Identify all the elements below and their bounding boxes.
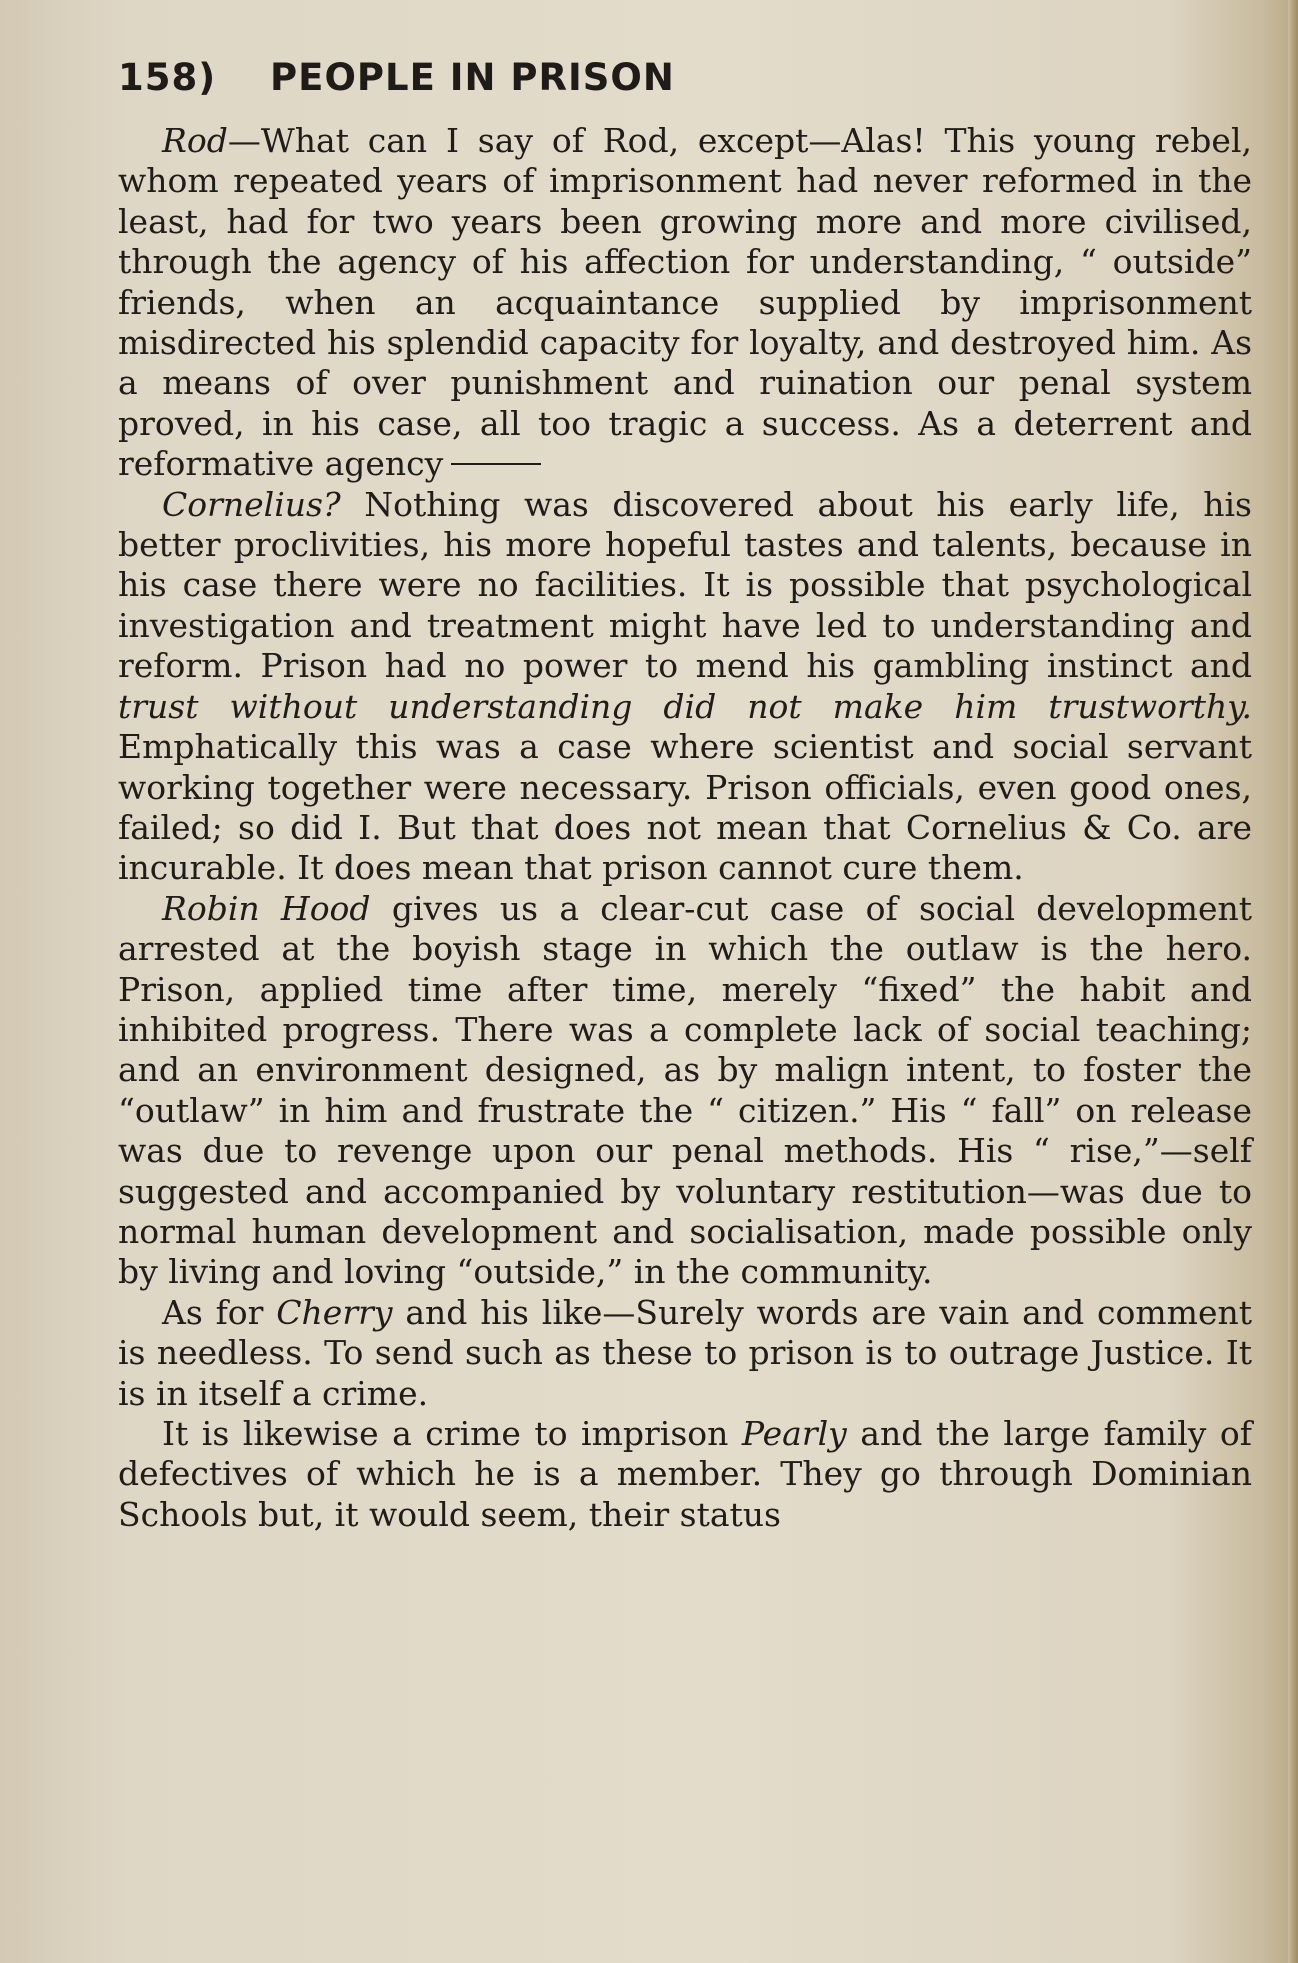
body-text <box>118 121 1252 1535</box>
paragraph-cherry-text-1: As for <box>162 1292 277 1332</box>
trailing-dash-rule <box>451 463 541 465</box>
paragraph-cornelius-text-2: Emphatically this was a case where scientist and social servant working together were necessary. Prison officials, even good ones, failed; so did I. But that does not mean that Cornelius & Co. are incurable. It does mean that prison cannot cure them. <box>118 727 1252 888</box>
case-name-cornelius: Cornelius? <box>162 484 341 524</box>
paragraph-robin-hood-text: gives us a clear-cut case of social development arrested at the boyish stage in which the outlaw is the hero. Prison, applied time after time, merely “fixed” the habit and inhibited progress. There was a complete lack of social teaching; and an environment designed, as by malign intent, to foster the “outlaw” in him and frustrate the “ citizen.” His “ fall” on release was due to revenge upon our penal methods. His “ rise,”—self suggested and accompanied by voluntary restitution—was due to normal human development and socialisation, made possible only by living and loving “outside,” in the community. <box>118 888 1252 1292</box>
page-edge <box>1288 0 1298 1963</box>
paragraph-pearly-text-2: and the large family of defectives of which he is a member. They go through Dominian Schools but, it would seem, their status <box>118 1414 1252 1534</box>
paragraph-pearly-text-1: It is likewise a crime to imprison <box>162 1414 742 1453</box>
page-header <box>118 56 1258 106</box>
paragraph-robin-hood <box>118 889 1252 1293</box>
paragraph-cherry-text-2: and his like—Surely words are vain and comment is needless. To send such as these to prison is to outrage Justice. It is in itself a crime. <box>118 1292 1252 1413</box>
case-name-cherry: Cherry <box>276 1292 393 1332</box>
case-name-rod: Rod <box>162 121 228 160</box>
paragraph-cornelius-emphasis: trust without understanding did not make him trustworthy. <box>118 686 1252 726</box>
case-name-pearly: Pearly <box>741 1414 847 1453</box>
paragraph-cornelius <box>118 485 1252 889</box>
page-number: 158) <box>118 56 217 99</box>
paragraph-rod <box>118 121 1252 485</box>
running-title: PEOPLE IN PRISON <box>270 56 675 99</box>
paragraph-pearly <box>118 1414 1252 1535</box>
case-name-robin-hood: Robin Hood <box>162 888 371 928</box>
paragraph-rod-text: —What can I say of Rod, except—Alas! This young rebel, whom repeated years of imprisonment had never reformed in the least, had for two years been growing more and more civilised, through the agency of his affection for understanding, “ outside” friends, when an acquaintance supplied by imprisonment misdirected his splendid capacity for loyalty, and destroyed him. As a means of over punishment and ruination our penal system proved, in his case, all too tragic a success. As a deterrent and reformative agency <box>118 121 1252 484</box>
paragraph-cherry <box>118 1293 1252 1414</box>
paragraph-cornelius-text-1: Nothing was discovered about his early life, his better proclivities, his more hopeful tastes and talents, because in his case there were no facilities. It is possible that psychological investigation and treatment might have led to understanding and reform. Prison had no power to mend his gambling instinct and <box>118 484 1252 686</box>
